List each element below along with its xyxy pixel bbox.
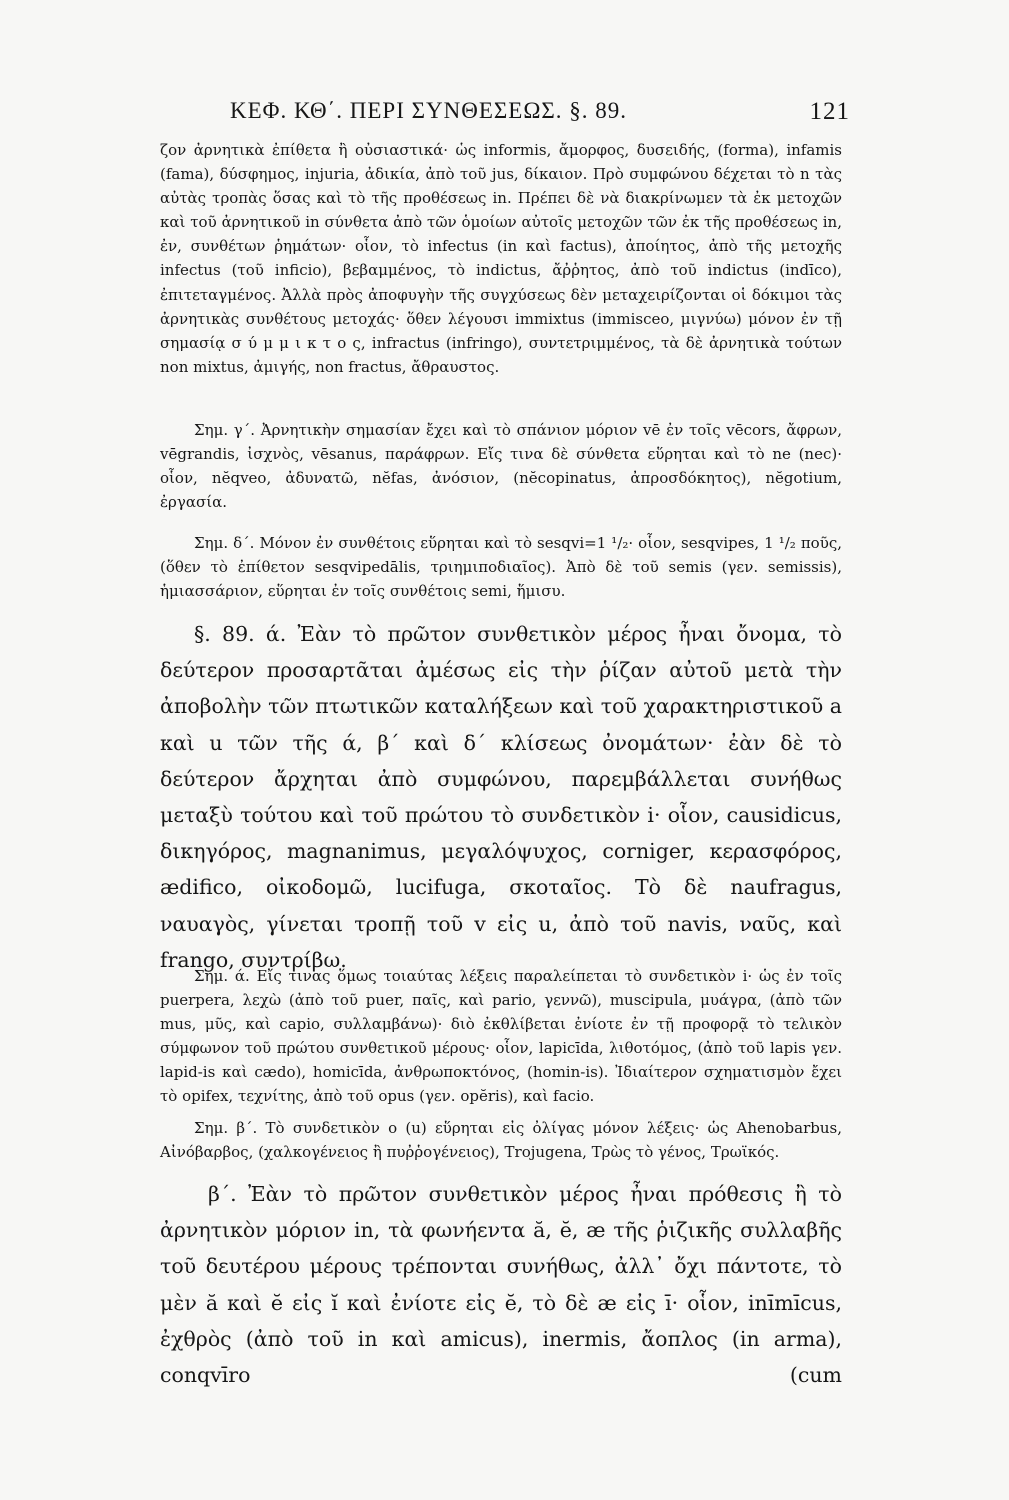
running-header [200,98,850,130]
running-title: ΚΕΦ. ΚΘ΄. ΠΕΡΙ ΣΥΝΘΕΣΕΩΣ. §. 89. [230,98,628,123]
section-89-beta: β΄. Ἐὰν τὸ πρῶτον συνθετικὸν μέρος ἦναι πρόθεσις ἢ τὸ ἀρνητικὸν μόριον in, τὰ φωνήεντα ă, ĕ, æ τῆς ῥιζικῆς συλλαβῆς τοῦ δευτέρου μέρους τρέπονται συνήθως, ἀλλ᾽ ὄχι πάντοτε, τὸ μὲν ă καὶ ĕ εἰς ĭ καὶ ἐνίοτε εἰς ĕ, τὸ δὲ æ εἰς ī· οἷον, inīmīcus, ἐχθρὸς (ἀπὸ τοῦ in καὶ amicus), inermis, ἄοπλος (in arma), conqvīro (cum [160,1182,842,1388]
note-alpha: Σημ. ά. Εἴς τινας ὅμως τοιαύτας λέξεις παραλείπεται τὸ συνδετικὸν i· ὡς ἐν τοῖς puerpera, λεχὼ (ἀπὸ τοῦ puer, παῖς, καὶ pario, γεννῶ), muscipula, μυάγρα, (ἀπὸ τῶν mus, μῦς, καὶ capio, συλλαμβάνω)· διὸ ἐκθλίβεται ἐνίοτε ἐν τῇ προφορᾷ τὸ τελικὸν σύμφωνον τοῦ πρώτου συνθετικοῦ μέρους· οἷον, lapicīda, λιθοτόμος, (ἀπὸ τοῦ lapis γεν. lapid-is καὶ cædo), homicīda, ἀνθρωποκτόνος, (homin-is). Ἰδιαίτερον σχηματισμὸν ἔχει τὸ opifex, τεχνίτης, ἀπὸ τοῦ opus (γεν. opĕris), καὶ facio. [160,967,842,1106]
note-beta: Σημ. β΄. Τὸ συνδετικὸν o (u) εὕρηται εἰς ὀλίγας μόνον λέξεις· ὡς Ahenobarbus, Αἰνόβαρβος, (χαλκογένειος ἢ πυῤῥογένειος), Trojugena, Τρὼς τὸ γένος, Τρωϊκός. [160,1119,842,1162]
note-delta: Σημ. δ΄. Μόνον ἐν συνθέτοις εὕρηται καὶ τὸ sesqvi=1 ¹/₂· οἷον, sesqvipes, 1 ¹/₂ ποῦς, (ὅθεν τὸ ἐπίθετον sesqvipedālis, τριημιποδιαῖος). Ἀπὸ δὲ τοῦ semis (γεν. semissis), ἡμιασσάριον, εὕρηται ἐν τοῖς συνθέτοις semi, ἥμισυ. [160,534,842,601]
note-gamma: Σημ. γ΄. Ἀρνητικὴν σημασίαν ἔχει καὶ τὸ σπάνιον μόριον vē ἐν τοῖς vēcors, ἄφρων, vēgrandis, ἰσχνὸς, vēsanus, παράφρων. Εἴς τινα δὲ σύνθετα εὕρηται καὶ τὸ ne (nec)· οἷον, nĕqveo, ἀδυνατῶ, nĕfas, ἀνόσιον, (nĕcopinatus, ἀπροσδόκητος), nĕgotium, ἐργασία. [160,421,842,512]
paragraph-continuation: ζον ἀρνητικὰ ἐπίθετα ἢ οὐσιαστικά· ὡς informis, ἄμορφος, δυσειδής, (forma), infamis (fama), δύσφημος, injuria, ἀδικία, ἀπὸ τοῦ jus, δίκαιον. Πρὸ συμφώνου δέχεται τὸ n τὰς αὐτὰς τροπὰς ὅσας καὶ τὸ τῆς προθέσεως in. Πρέπει δὲ νὰ διακρίνωμεν τὰ ἐκ μετοχῶν καὶ τοῦ ἀρνητικοῦ in σύνθετα ἀπὸ τῶν ὁμοίων αὐτοῖς μετοχῶν τῶν ἐκ τῆς προθέσεως in, ἐν, συνθέτων ῥημάτων· οἷον, τὸ infectus (in καὶ factus), ἀποίητος, ἀπὸ τῆς μετοχῆς infectus (τοῦ inficio), βεβαμμένος, τὸ indictus, ἄῤῥητος, ἀπὸ τοῦ indictus (indīco), ἐπιτεταγμένος. Ἀλλὰ πρὸς ἀποφυγὴν τῆς συγχύσεως δὲν μεταχειρίζονται οἱ δόκιμοι τὰς ἀρνητικὰς συνθέτους μετοχάς· ὅθεν λέγουσι immixtus (immisceo, μιγνύω) μόνον ἐν τῇ σημασίᾳ σ ύ μ μ ι κ τ ο ς, infractus (infringo), συντετριμμένος, τὰ δὲ ἀρνητικὰ τούτων non mixtus, ἀμιγής, non fractus, ἄθραυστος. [160,141,842,376]
section-89-alpha: §. 89. ά. Ἐὰν τὸ πρῶτον συνθετικὸν μέρος ἦναι ὄνομα, τὸ δεύτερον προσαρτᾶται ἀμέσως εἰς τὴν ῥίζαν αὐτοῦ μετὰ τὴν ἀποβολὴν τῶν πτωτικῶν καταλήξεων καὶ τοῦ χαρακτηριστικοῦ a καὶ u τῶν τῆς ά, β΄ καὶ δ΄ κλίσεως ὀνομάτων· ἐὰν δὲ τὸ δεύτερον ἄρχηται ἀπὸ συμφώνου, παρεμβάλλεται συνήθως μεταξὺ τούτου καὶ τοῦ πρώτου τὸ συνδετικὸν i· οἷον, causidicus, δικηγόρος, magnanimus, μεγαλόψυχος, corniger, κερασφόρος, ædifico, οἰκοδομῶ, lucifuga, σκοταῖος. Τὸ δὲ naufragus, ναυαγὸς, γίνεται τροπῇ τοῦ v εἰς u, ἀπὸ τοῦ navis, ναῦς, καὶ frango, συντρίβω. [160,622,842,972]
page-number: 121 [809,98,850,125]
